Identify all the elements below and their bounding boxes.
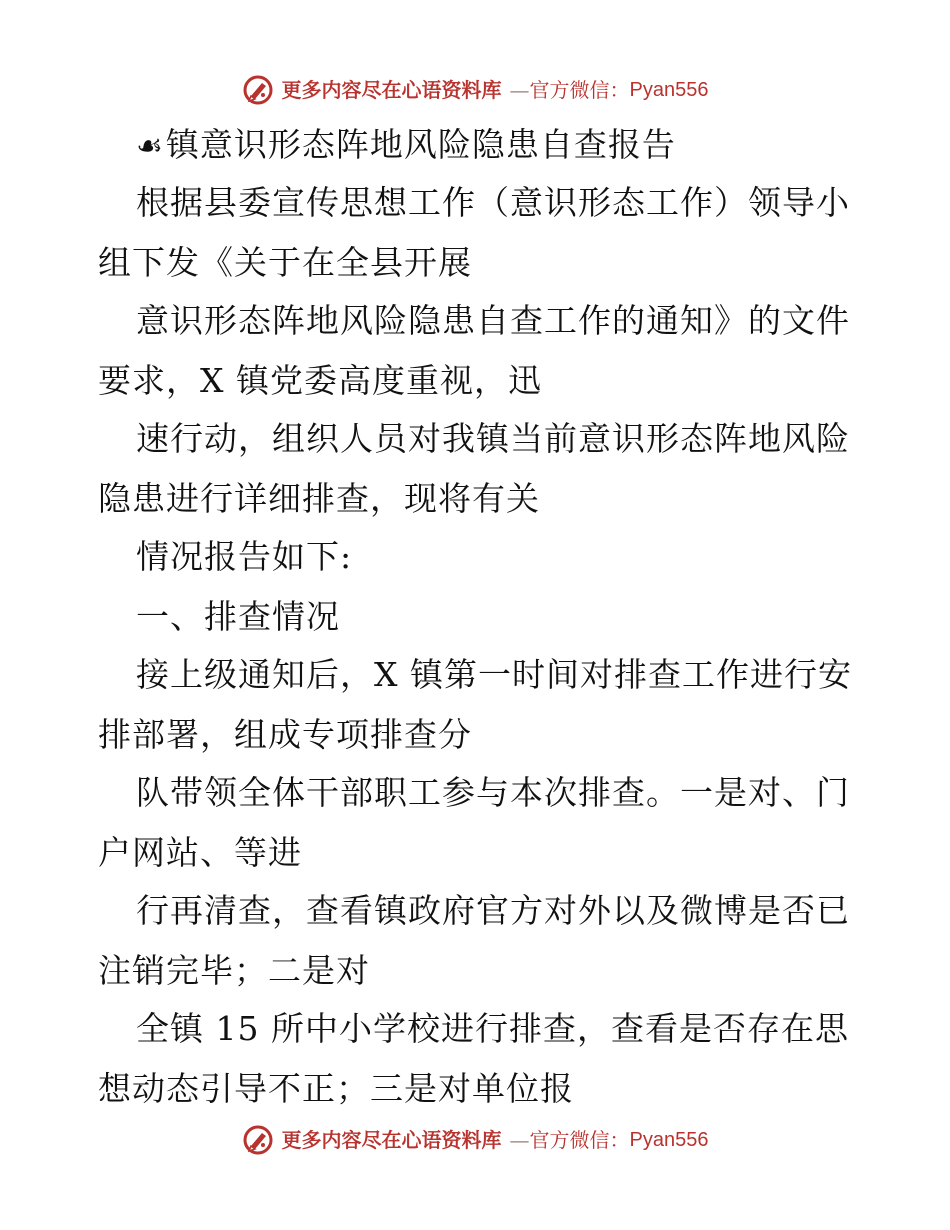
paragraph-line: 想动态引导不正；三是对单位报 xyxy=(98,1069,574,1108)
paragraph-line: 队带领全体干部职工参与本次排查。一是对、门 xyxy=(136,773,850,812)
paragraph-line: 要求，X 镇党委高度重视，迅 xyxy=(98,361,542,400)
banner-dash: — xyxy=(509,78,530,102)
paragraph-line: 排部署，组成专项排查分 xyxy=(98,715,472,754)
paragraph-line: 全镇 15 所中小学校进行排查，查看是否存在思 xyxy=(136,1009,849,1048)
paragraph-line: 隐患进行详细排查，现将有关 xyxy=(98,479,540,518)
paragraph-line: 情况报告如下: xyxy=(136,537,353,576)
footer-banner xyxy=(0,1124,950,1156)
banner-main-text: 更多内容尽在心语资料库 xyxy=(281,78,502,102)
document-title-text: 镇意识形态阵地风险隐患自查报告 xyxy=(165,125,676,164)
document-title xyxy=(136,118,676,172)
header-banner xyxy=(0,74,950,106)
pen-logo-icon xyxy=(242,74,274,106)
paragraph-line: 注销完毕；二是对 xyxy=(98,951,370,990)
paragraph-line: 组下发《关于在全县开展 xyxy=(98,243,472,282)
paragraph-line: 接上级通知后，X 镇第一时间对排查工作进行安 xyxy=(136,655,852,694)
paragraph-line: 户网站、等进 xyxy=(98,833,302,872)
section-heading: 一、排查情况 xyxy=(136,597,340,636)
paragraph-line: 意识形态阵地风险隐患自查工作的通知》的文件 xyxy=(136,301,850,340)
banner-main-text: 更多内容尽在心语资料库 xyxy=(281,1128,502,1152)
banner-sub-text: 官方微信： xyxy=(529,1128,630,1152)
banner-dash: — xyxy=(509,1128,530,1152)
paragraph-line: 行再清查，查看镇政府官方对外以及微博是否已 xyxy=(136,891,850,930)
flourish-icon: ☙ xyxy=(136,129,164,164)
banner-wechat-id: Pyan556 xyxy=(629,79,709,101)
banner-sub-text: 官方微信： xyxy=(529,78,630,102)
banner-wechat-id: Pyan556 xyxy=(629,1129,709,1151)
paragraph-line: 速行动，组织人员对我镇当前意识形态阵地风险 xyxy=(136,419,850,458)
paragraph-line: 根据县委宣传思想工作（意识形态工作）领导小 xyxy=(136,183,850,222)
pen-logo-icon xyxy=(242,1124,274,1156)
